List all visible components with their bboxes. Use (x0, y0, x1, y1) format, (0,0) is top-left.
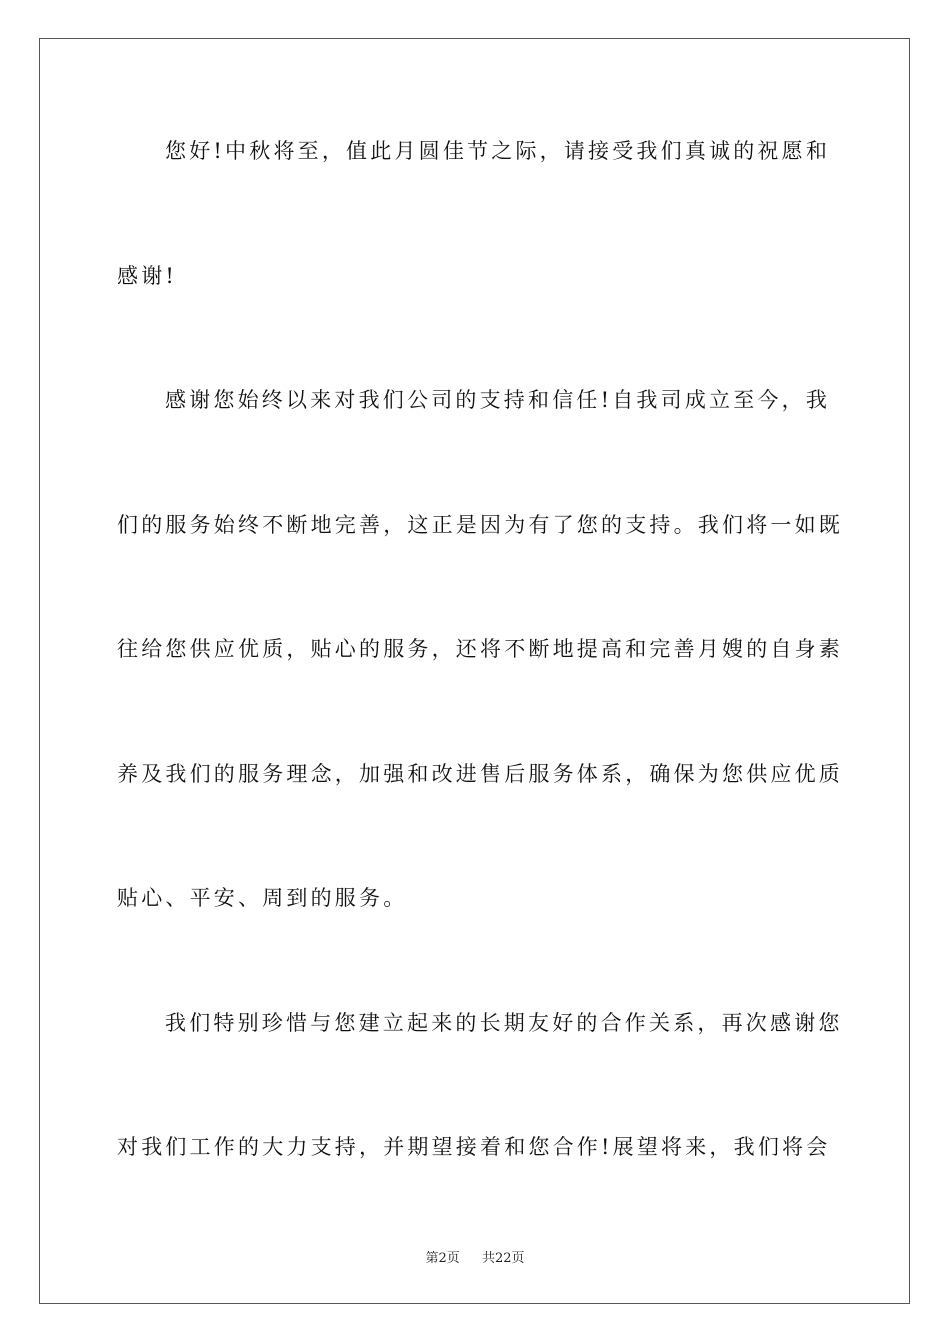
page-frame (39, 38, 910, 1304)
paragraph-line: 往给您供应优质，贴心的服务，还将不断地提高和完善月嫂的自身素 (117, 637, 843, 661)
paragraph-line: 贴心、平安、周到的服务。 (117, 886, 408, 910)
paragraph-line: 对我们工作的大力支持，并期望接着和您合作!展望将来，我们将会 (117, 1135, 831, 1159)
paragraph-line: 您好!中秋将至，值此月圆佳节之际，请接受我们真诚的祝愿和 (165, 139, 831, 163)
paragraph-line: 感谢! (117, 264, 178, 288)
paragraph-line: 养及我们的服务理念，加强和改进售后服务体系，确保为您供应优质 (117, 762, 843, 786)
paragraph-line: 们的服务始终不断地完善，这正是因为有了您的支持。我们将一如既 (117, 513, 843, 537)
page-total: 共22页 (482, 1251, 525, 1266)
page-number: 第2页 (425, 1251, 460, 1266)
paragraph-line: 感谢您始终以来对我们公司的支持和信任!自我司成立至今，我 (165, 388, 831, 412)
paragraph-line: 我们特别珍惜与您建立起来的长期友好的合作关系，再次感谢您 (165, 1011, 843, 1035)
page-footer (0, 1247, 950, 1266)
